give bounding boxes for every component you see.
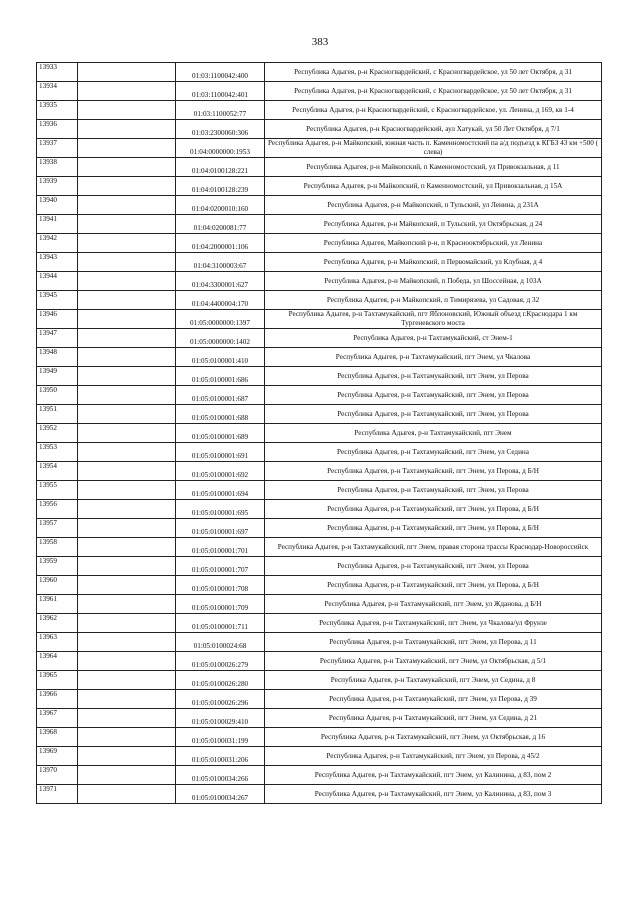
table-row — [37, 614, 602, 633]
cadastral-number-cell: 01:05:0100034:267 — [176, 785, 265, 804]
empty-cell — [78, 728, 176, 747]
address-cell: Республика Адыгея, р-н Тахтамукайский, пгт Энем, ул Октябрьская, д 16 — [265, 728, 602, 747]
row-number-cell: 13941 — [37, 215, 78, 234]
table-row — [37, 82, 602, 101]
row-number-cell: 13949 — [37, 367, 78, 386]
empty-cell — [78, 253, 176, 272]
row-number-cell: 13955 — [37, 481, 78, 500]
row-number-cell: 13959 — [37, 557, 78, 576]
empty-cell — [78, 234, 176, 253]
table-row — [37, 177, 602, 196]
row-number-cell: 13950 — [37, 386, 78, 405]
cadastral-number-cell: 01:04:0100128:221 — [176, 158, 265, 177]
empty-cell — [78, 63, 176, 82]
table-row — [37, 234, 602, 253]
table-row — [37, 443, 602, 462]
address-cell: Республика Адыгея, р-н Красногвардейский, аул Хатукай, ул 50 Лет Октября, д 7/1 — [265, 120, 602, 139]
table-row — [37, 462, 602, 481]
row-number-cell: 13933 — [37, 63, 78, 82]
address-cell: Республика Адыгея, р-н Майкопский, п Каменномостский, ул Привокзальная, д 11 — [265, 158, 602, 177]
registry-table — [36, 62, 602, 804]
cadastral-number-cell: 01:05:0100026:279 — [176, 652, 265, 671]
cadastral-number-cell: 01:04:0100128:239 — [176, 177, 265, 196]
empty-cell — [78, 785, 176, 804]
empty-cell — [78, 747, 176, 766]
empty-cell — [78, 481, 176, 500]
empty-cell — [78, 291, 176, 310]
table-row — [37, 652, 602, 671]
empty-cell — [78, 272, 176, 291]
address-cell: Республика Адыгея, р-н Тахтамукайский, пгт Энем, ул Перова, д Б/Н — [265, 462, 602, 481]
page-number: 383 — [311, 36, 329, 48]
table-row — [37, 424, 602, 443]
table-row — [37, 386, 602, 405]
address-cell: Республика Адыгея, р-н Тахтамукайский, пгт Энем, ул Перова — [265, 405, 602, 424]
row-number-cell: 13971 — [37, 785, 78, 804]
cadastral-number-cell: 01:05:0100029:410 — [176, 709, 265, 728]
table-row — [37, 272, 602, 291]
row-number-cell: 13963 — [37, 633, 78, 652]
address-cell: Республика Адыгея, р-н Майкопский, п Тульский, ул Октябрьская, д 24 — [265, 215, 602, 234]
address-cell: Республика Адыгея, р-н Тахтамукайский, ст Энем-1 — [265, 329, 602, 348]
cadastral-number-cell: 01:05:0100001:694 — [176, 481, 265, 500]
cadastral-number-cell: 01:05:0100034:266 — [176, 766, 265, 785]
cadastral-number-cell: 01:05:0100024:68 — [176, 633, 265, 652]
empty-cell — [78, 443, 176, 462]
address-cell: Республика Адыгея, р-н Тахтамукайский, пгт Энем, ул Седина — [265, 443, 602, 462]
cadastral-number-cell: 01:05:0100001:707 — [176, 557, 265, 576]
table-row — [37, 101, 602, 120]
empty-cell — [78, 348, 176, 367]
cadastral-number-cell: 01:05:0100001:686 — [176, 367, 265, 386]
empty-cell — [78, 158, 176, 177]
address-cell: Республика Адыгея, р-н Тахтамукайский, пгт Энем, ул Перова, д 45/2 — [265, 747, 602, 766]
cadastral-number-cell: 01:05:0100001:692 — [176, 462, 265, 481]
address-cell: Республика Адыгея, р-н Тахтамукайский, пгт Энем — [265, 424, 602, 443]
address-cell: Республика Адыгея, р-н Тахтамукайский, пгт Энем, ул Октябрьская, д 5/1 — [265, 652, 602, 671]
row-number-cell: 13945 — [37, 291, 78, 310]
empty-cell — [78, 690, 176, 709]
row-number-cell: 13943 — [37, 253, 78, 272]
table-row — [37, 519, 602, 538]
cadastral-number-cell: 01:04:2000001:106 — [176, 234, 265, 253]
address-cell: Республика Адыгея, р-н Майкопский, п Победа, ул Шоссейная, д 103А — [265, 272, 602, 291]
cadastral-number-cell: 01:03:1100042:400 — [176, 63, 265, 82]
address-cell: Республика Адыгея, р-н Тахтамукайский, пгт Энем, правая сторона трассы Краснодар-Новороссийск — [265, 538, 602, 557]
cadastral-number-cell: 01:03:1100052:77 — [176, 101, 265, 120]
table-row — [37, 690, 602, 709]
address-cell: Республика Адыгея, р-н Майкопский, п Первомайский, ул Клубная, д 4 — [265, 253, 602, 272]
table-row — [37, 481, 602, 500]
empty-cell — [78, 177, 176, 196]
table-row — [37, 310, 602, 329]
empty-cell — [78, 462, 176, 481]
cadastral-number-cell: 01:05:0100001:709 — [176, 595, 265, 614]
address-cell: Республика Адыгея, р-н Тахтамукайский, пгт Энем, ул Перова, д Б/Н — [265, 519, 602, 538]
cadastral-number-cell: 01:05:0100026:280 — [176, 671, 265, 690]
cadastral-number-cell: 01:03:1100042:401 — [176, 82, 265, 101]
row-number-cell: 13956 — [37, 500, 78, 519]
empty-cell — [78, 101, 176, 120]
row-number-cell: 13970 — [37, 766, 78, 785]
cadastral-number-cell: 01:05:0100001:701 — [176, 538, 265, 557]
address-cell: Республика Адыгея, р-н Майкопский, южная часть п. Каменномостский па а/д подъезд к КГБЗ 43 км +500 ( слева) — [265, 139, 602, 158]
address-cell: Республика Адыгея, р-н Тахтамукайский, пгт Энем, ул Перова — [265, 367, 602, 386]
row-number-cell: 13937 — [37, 139, 78, 158]
address-cell: Республика Адыгея, р-н Красногвардейский, с Красногвардейское, ул 50 лет Октября, д 31 — [265, 82, 602, 101]
address-cell: Республика Адыгея, р-н Тахтамукайский, пгт Энем, ул Калинина, д 83, пом 3 — [265, 785, 602, 804]
table-row — [37, 709, 602, 728]
cadastral-number-cell: 01:05:0100001:410 — [176, 348, 265, 367]
table-row — [37, 215, 602, 234]
empty-cell — [78, 310, 176, 329]
empty-cell — [78, 595, 176, 614]
row-number-cell: 13942 — [37, 234, 78, 253]
row-number-cell: 13944 — [37, 272, 78, 291]
empty-cell — [78, 633, 176, 652]
address-cell: Республика Адыгея, р-н Майкопский, п Тимирязева, ул Садовая, д 32 — [265, 291, 602, 310]
cadastral-number-cell: 01:05:0100031:206 — [176, 747, 265, 766]
empty-cell — [78, 709, 176, 728]
table-row — [37, 367, 602, 386]
empty-cell — [78, 405, 176, 424]
table-row — [37, 557, 602, 576]
address-cell: Республика Адыгея, р-н Тахтамукайский, пгт Энем, ул Жданова, д Б/Н — [265, 595, 602, 614]
empty-cell — [78, 120, 176, 139]
address-cell: Республика Адыгея, р-н Тахтамукайский, пгт Энем, ул Седина, д 8 — [265, 671, 602, 690]
table-row — [37, 766, 602, 785]
row-number-cell: 13948 — [37, 348, 78, 367]
row-number-cell: 13962 — [37, 614, 78, 633]
row-number-cell: 13946 — [37, 310, 78, 329]
row-number-cell: 13965 — [37, 671, 78, 690]
empty-cell — [78, 614, 176, 633]
empty-cell — [78, 82, 176, 101]
cadastral-number-cell: 01:04:3300001:627 — [176, 272, 265, 291]
table-row — [37, 576, 602, 595]
row-number-cell: 13947 — [37, 329, 78, 348]
row-number-cell: 13958 — [37, 538, 78, 557]
table-row — [37, 633, 602, 652]
row-number-cell: 13938 — [37, 158, 78, 177]
table-row — [37, 747, 602, 766]
row-number-cell: 13934 — [37, 82, 78, 101]
empty-cell — [78, 766, 176, 785]
address-cell: Республика Адыгея, р-н Тахтамукайский, пгт Энем, ул Перова — [265, 386, 602, 405]
address-cell: Республика Адыгея, р-н Майкопский, п Каменномостский, ул Привокзальная, д 15А — [265, 177, 602, 196]
address-cell: Республика Адыгея, р-н Тахтамукайский, пгт Энем, ул Чкалова/ул Фрунзе — [265, 614, 602, 633]
empty-cell — [78, 671, 176, 690]
table-row — [37, 405, 602, 424]
row-number-cell: 13935 — [37, 101, 78, 120]
table-row — [37, 120, 602, 139]
empty-cell — [78, 139, 176, 158]
table-row — [37, 671, 602, 690]
empty-cell — [78, 557, 176, 576]
table-row — [37, 139, 602, 158]
table-row — [37, 538, 602, 557]
row-number-cell: 13951 — [37, 405, 78, 424]
row-number-cell: 13969 — [37, 747, 78, 766]
cadastral-number-cell: 01:04:0200081:77 — [176, 215, 265, 234]
empty-cell — [78, 367, 176, 386]
row-number-cell: 13968 — [37, 728, 78, 747]
row-number-cell: 13939 — [37, 177, 78, 196]
row-number-cell: 13957 — [37, 519, 78, 538]
table-row — [37, 348, 602, 367]
row-number-cell: 13954 — [37, 462, 78, 481]
empty-cell — [78, 386, 176, 405]
row-number-cell: 13953 — [37, 443, 78, 462]
address-cell: Республика Адыгея, р-н Тахтамукайский, пгт Энем, ул Перова, д Б/Н — [265, 500, 602, 519]
empty-cell — [78, 652, 176, 671]
table-row — [37, 291, 602, 310]
cadastral-number-cell: 01:05:0000000:1397 — [176, 310, 265, 329]
empty-cell — [78, 500, 176, 519]
empty-cell — [78, 424, 176, 443]
row-number-cell: 13940 — [37, 196, 78, 215]
cadastral-number-cell: 01:05:0100001:697 — [176, 519, 265, 538]
cadastral-number-cell: 01:05:0100001:695 — [176, 500, 265, 519]
address-cell: Республика Адыгея, р-н Тахтамукайский, пгт Яблоновский, Южный объезд г.Краснодара 1 км Тургеневского моста — [265, 310, 602, 329]
address-cell: Республика Адыгея, р-н Тахтамукайский, пгт Энем, ул Перова, д Б/Н — [265, 576, 602, 595]
table-row — [37, 253, 602, 272]
table-row — [37, 595, 602, 614]
empty-cell — [78, 329, 176, 348]
row-number-cell: 13960 — [37, 576, 78, 595]
table-row — [37, 329, 602, 348]
address-cell: Республика Адыгея, р-н Красногвардейский, с Красногвардейское, ул 50 лет Октября, д 31 — [265, 63, 602, 82]
table-row — [37, 63, 602, 82]
row-number-cell: 13952 — [37, 424, 78, 443]
empty-cell — [78, 215, 176, 234]
empty-cell — [78, 196, 176, 215]
cadastral-number-cell: 01:04:0000000:1953 — [176, 139, 265, 158]
row-number-cell: 13961 — [37, 595, 78, 614]
cadastral-number-cell: 01:05:0100001:688 — [176, 405, 265, 424]
cadastral-number-cell: 01:04:4400004:170 — [176, 291, 265, 310]
cadastral-number-cell: 01:05:0000000:1402 — [176, 329, 265, 348]
address-cell: Республика Адыгея, Майкопский р-н, п Краснооктябрьский, ул Ленина — [265, 234, 602, 253]
row-number-cell: 13936 — [37, 120, 78, 139]
table-row — [37, 728, 602, 747]
empty-cell — [78, 519, 176, 538]
cadastral-number-cell: 01:05:0100001:691 — [176, 443, 265, 462]
address-cell: Республика Адыгея, р-н Тахтамукайский, пгт Энем, ул Перова — [265, 481, 602, 500]
table-row — [37, 500, 602, 519]
address-cell: Республика Адыгея, р-н Тахтамукайский, пгт Энем, ул Перова, д 11 — [265, 633, 602, 652]
table-row — [37, 785, 602, 804]
row-number-cell: 13966 — [37, 690, 78, 709]
cadastral-number-cell: 01:05:0100031:199 — [176, 728, 265, 747]
cadastral-number-cell: 01:05:0100001:708 — [176, 576, 265, 595]
cadastral-number-cell: 01:04:3100003:67 — [176, 253, 265, 272]
address-cell: Республика Адыгея, р-н Тахтамукайский, пгт Энем, ул Перова — [265, 557, 602, 576]
cadastral-number-cell: 01:03:2300060:306 — [176, 120, 265, 139]
empty-cell — [78, 576, 176, 595]
cadastral-number-cell: 01:05:0100001:689 — [176, 424, 265, 443]
cadastral-number-cell: 01:05:0100026:296 — [176, 690, 265, 709]
table-row — [37, 158, 602, 177]
address-cell: Республика Адыгея, р-н Тахтамукайский, пгт Энем, ул Седина, д 21 — [265, 709, 602, 728]
cadastral-number-cell: 01:05:0100001:711 — [176, 614, 265, 633]
address-cell: Республика Адыгея, р-н Майкопский, п Тульский, ул Ленина, д 231А — [265, 196, 602, 215]
cadastral-number-cell: 01:04:0200010:160 — [176, 196, 265, 215]
address-cell: Республика Адыгея, р-н Тахтамукайский, пгт Энем, ул Чкалова — [265, 348, 602, 367]
row-number-cell: 13964 — [37, 652, 78, 671]
registry-table-body — [37, 63, 602, 804]
address-cell: Республика Адыгея, р-н Красногвардейский, с Красногвардейское, ул. Ленина, д 169, кв 1-4 — [265, 101, 602, 120]
empty-cell — [78, 538, 176, 557]
table-row — [37, 196, 602, 215]
cadastral-number-cell: 01:05:0100001:687 — [176, 386, 265, 405]
address-cell: Республика Адыгея, р-н Тахтамукайский, пгт Энем, ул Калинина, д 83, пом 2 — [265, 766, 602, 785]
row-number-cell: 13967 — [37, 709, 78, 728]
address-cell: Республика Адыгея, р-н Тахтамукайский, пгт Энем, ул Перова, д 39 — [265, 690, 602, 709]
